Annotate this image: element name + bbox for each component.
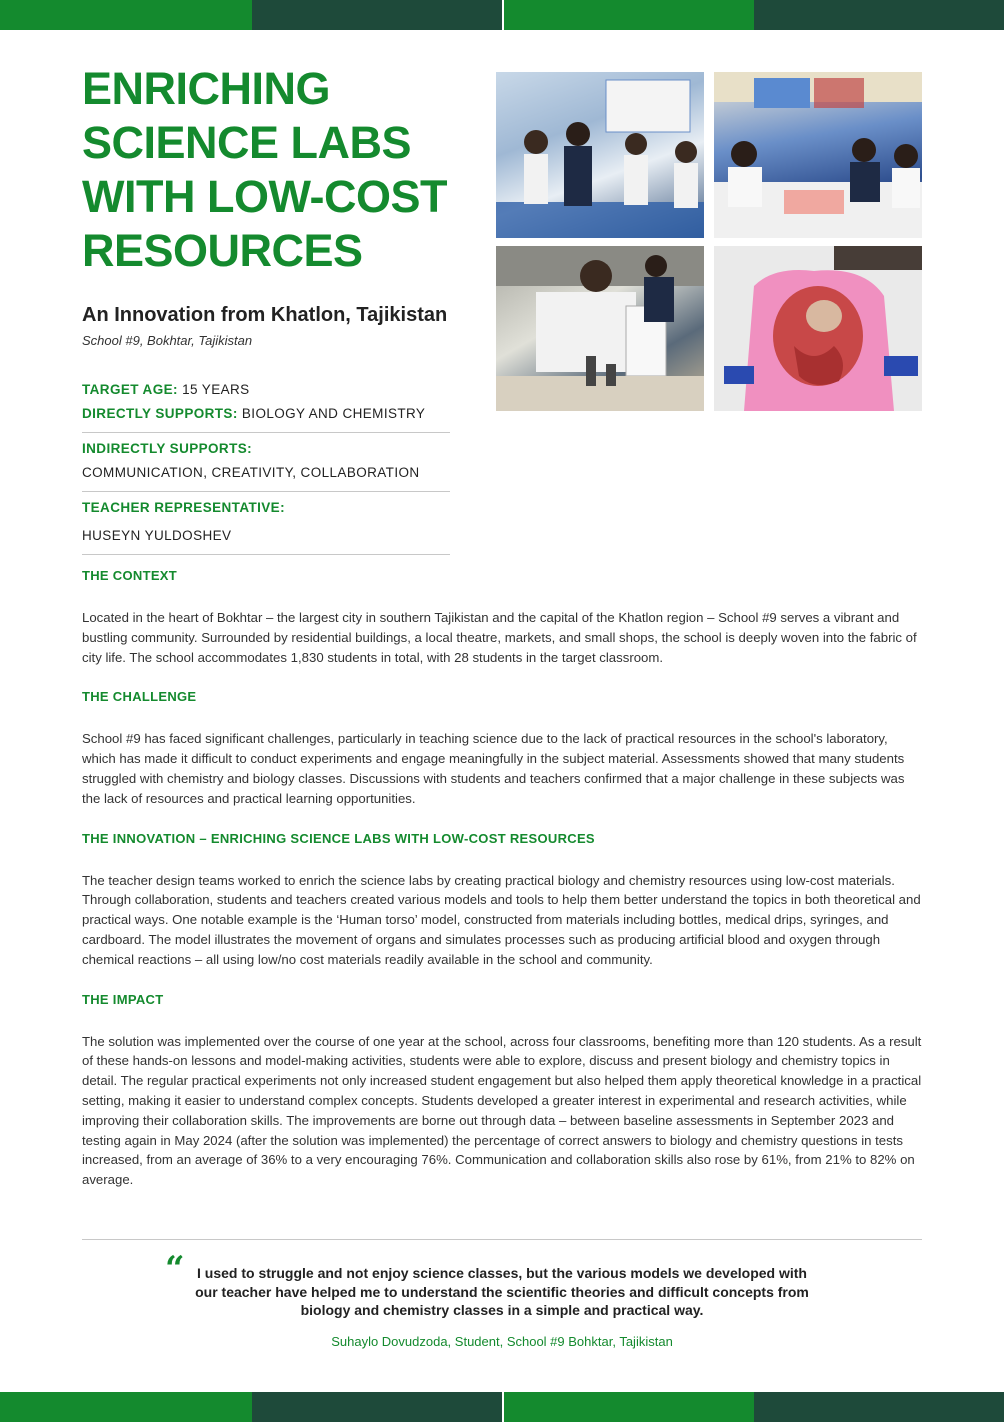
indirectly-supports-value-row (82, 461, 450, 485)
section-body-innovation: The teacher design teams worked to enrich the science labs by creating practical biology and chemistry resources using low-cost materials. Through collaboration, students and teachers created various models and tools to help them better understand the topics in both theoretical and practical ways. One notable example is the ‘Human torso’ model, constructed from materials including bottles, medical drips, syringes, and cardboard. The model illustrates the movement of organs and simulates processes such as producing artificial blood and oxygen through chemical reactions – all using low/no cost materials readily available in the school and community. (82, 872, 921, 967)
quote-mark-icon: “ (165, 1249, 185, 1289)
divider (82, 554, 450, 555)
teacher-value: HUSEYN YULDOSHEV (82, 528, 232, 543)
section-body-impact: The solution was implemented over the course of one year at the school, across four classrooms, benefiting more than 120 students. As a result of these hands-on lessons and model-making activities, students were able to explore, discuss and present biology and chemistry topics in detail. The regular practical experiments not only increased student engagement but also helped them apply theoretical knowledge in a practical setting, making it easier to understand complex concepts. Students developed a greater interest in experimental and research activities, while improving their collaboration skills. The improvements are borne out through data – between baseline assessments in September 2023 and testing again in May 2024 (after the solution was implemented) the percentage of correct answers to biology and chemistry questions in tests increased, from an average of 36% to a very encouraging 76%. Communication and collaboration skills also rose by 61%, from 21% to 82% on average. (82, 1033, 922, 1188)
target-age-value: 15 YEARS (182, 382, 250, 397)
target-age-row (82, 378, 450, 402)
title-line: SCIENCE LABS (82, 117, 412, 168)
section-body-context: Located in the heart of Bokhtar – the largest city in southern Tajikistan and the capital of the Khatlon region – School #9 serves a vibrant and bustling community. Surrounded by residential buildings, a local theatre, markets, and small shops, the school is deeply woven into the fabric of city life. The school accommodates 1,830 students in total, with 28 students in the target classroom. (82, 610, 917, 665)
quote-divider (82, 1239, 922, 1240)
indirectly-supports-label-row (82, 437, 450, 461)
indirectly-supports-label: INDIRECTLY SUPPORTS: (82, 441, 253, 456)
photo-human-torso-model (714, 246, 922, 411)
divider (82, 491, 450, 492)
meta-info (82, 378, 450, 559)
top-color-band (0, 0, 1004, 30)
directly-supports-label: DIRECTLY SUPPORTS: (82, 406, 238, 421)
bottom-color-band (0, 1392, 1004, 1422)
section-body-challenge: School #9 has faced significant challenges, particularly in teaching science due to the lack of practical resources in the school's laboratory, which has made it difficult to conduct experiments and engage meaningfully in the subject material. Assessments showed that many students struggled with chemistry and biology classes. Discussions with students and teachers confirmed that a major challenge in these subjects was the lack of resources and practical learning opportunities. (82, 731, 905, 806)
school-location: School #9, Bokhtar, Tajikistan (82, 333, 253, 348)
target-age-label: TARGET AGE: (82, 382, 178, 397)
photo-students-at-lab-bench (714, 72, 922, 238)
teacher-value-row (82, 524, 450, 548)
teacher-label: TEACHER REPRESENTATIVE: (82, 500, 285, 515)
title-line: WITH LOW-COST (82, 171, 448, 222)
section-heading-impact: THE IMPACT (82, 991, 164, 1007)
photo-grid (496, 72, 922, 411)
title-line: RESOURCES (82, 225, 363, 276)
indirectly-supports-value: COMMUNICATION, CREATIVITY, COLLABORATION (82, 465, 420, 480)
directly-supports-row (82, 402, 450, 426)
teacher-label-row (82, 496, 450, 520)
quote-attribution: Suhaylo Dovudzoda, Student, School #9 Bohktar, Tajikistan (331, 1334, 673, 1349)
content-sections (82, 566, 922, 1210)
student-quote: I used to struggle and not enjoy science classes, but the various models we developed with our teacher have helped me to understand the scientific theories and difficult concepts from biology and chemistry classes in a simple and practical way. (195, 1265, 809, 1318)
section-heading-challenge: THE CHALLENGE (82, 689, 197, 705)
page-title (82, 62, 502, 278)
section-heading-innovation: THE INNOVATION – ENRICHING SCIENCE LABS WITH LOW-COST RESOURCES (82, 830, 595, 846)
divider (82, 432, 450, 433)
section-heading-context: THE CONTEXT (82, 568, 178, 583)
title-line: ENRICHING (82, 63, 331, 114)
directly-supports-value: BIOLOGY AND CHEMISTRY (241, 406, 426, 421)
photo-classroom-demonstration (496, 72, 704, 238)
photo-teacher-experiment (496, 246, 704, 411)
subtitle: An Innovation from Khatlon, Tajikistan (82, 304, 448, 326)
